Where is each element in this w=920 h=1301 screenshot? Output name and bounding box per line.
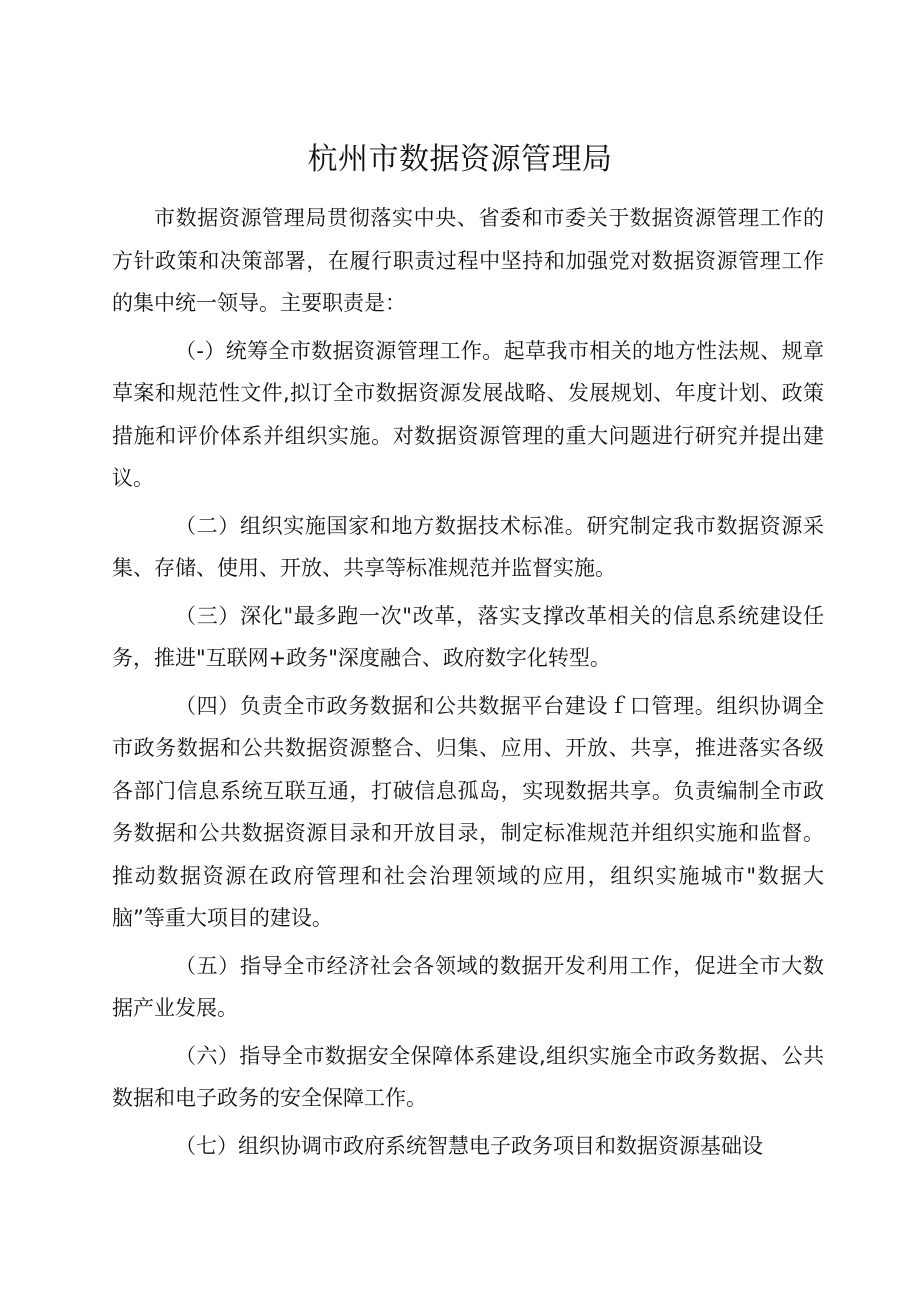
paragraph-duty-6: （六）指导全市数据安全保障体系建设,组织实施全市政务数据、公共数据和电子政务的安全保障工作。 <box>112 1043 824 1110</box>
paragraph-duty-4: （四）负责全市政务数据和公共数据平台建设ｆ口管理。组织协调全市政务数据和公共数据资源整合、归集、应用、开放、共享，推进落实各级各部门信息系统互联互通，打破信息孤岛，实现数据共享。负责编制全市政务数据和公共数据资源目录和开放目录，制定标准规范并组织实施和监督。推动数据资源在政府管理和社会治理领域的应用，组织实施城市"数据大脑”等重大项目的建设。 <box>112 693 824 930</box>
paragraph-duty-7: （七）组织协调市政府系统智慧电子政务项目和数据资源基础设 <box>175 1133 763 1158</box>
paragraph-duty-3: （三）深化"最多跑一次"改革，落实支撑改革相关的信息系统建设任务，推进"互联网+政务"深度融合、政府数字化转型。 <box>112 603 824 670</box>
paragraph-duty-1: （-）统筹全市数据资源管理工作。起草我市相关的地方性法规、规章草案和规范性文件,拟订全市数据资源发展战略、发展规划、年度计划、政策措施和评价体系并组织实施。对数据资源管理的重大问题进行研究并提出建议。 <box>112 338 824 490</box>
page-title: 杭州市数据资源管理局 <box>307 142 613 177</box>
paragraph-duty-5: （五）指导全市经济社会各领域的数据开发利用工作，促进全市大数据产业发展。 <box>112 953 824 1020</box>
document-body <box>112 197 824 1172</box>
paragraph-duty-2: （二）组织实施国家和地方数据技术标准。研究制定我市数据资源采集、存储、使用、开放、共享等标准规范并监督实施。 <box>112 513 824 580</box>
paragraph-intro: 市数据资源管理局贯彻落实中央、省委和市委关于数据资源管理工作的方针政策和决策部署，在履行职责过程中坚持和加强党对数据资源管理工作的集中统一领导。主要职责是： <box>112 206 824 315</box>
